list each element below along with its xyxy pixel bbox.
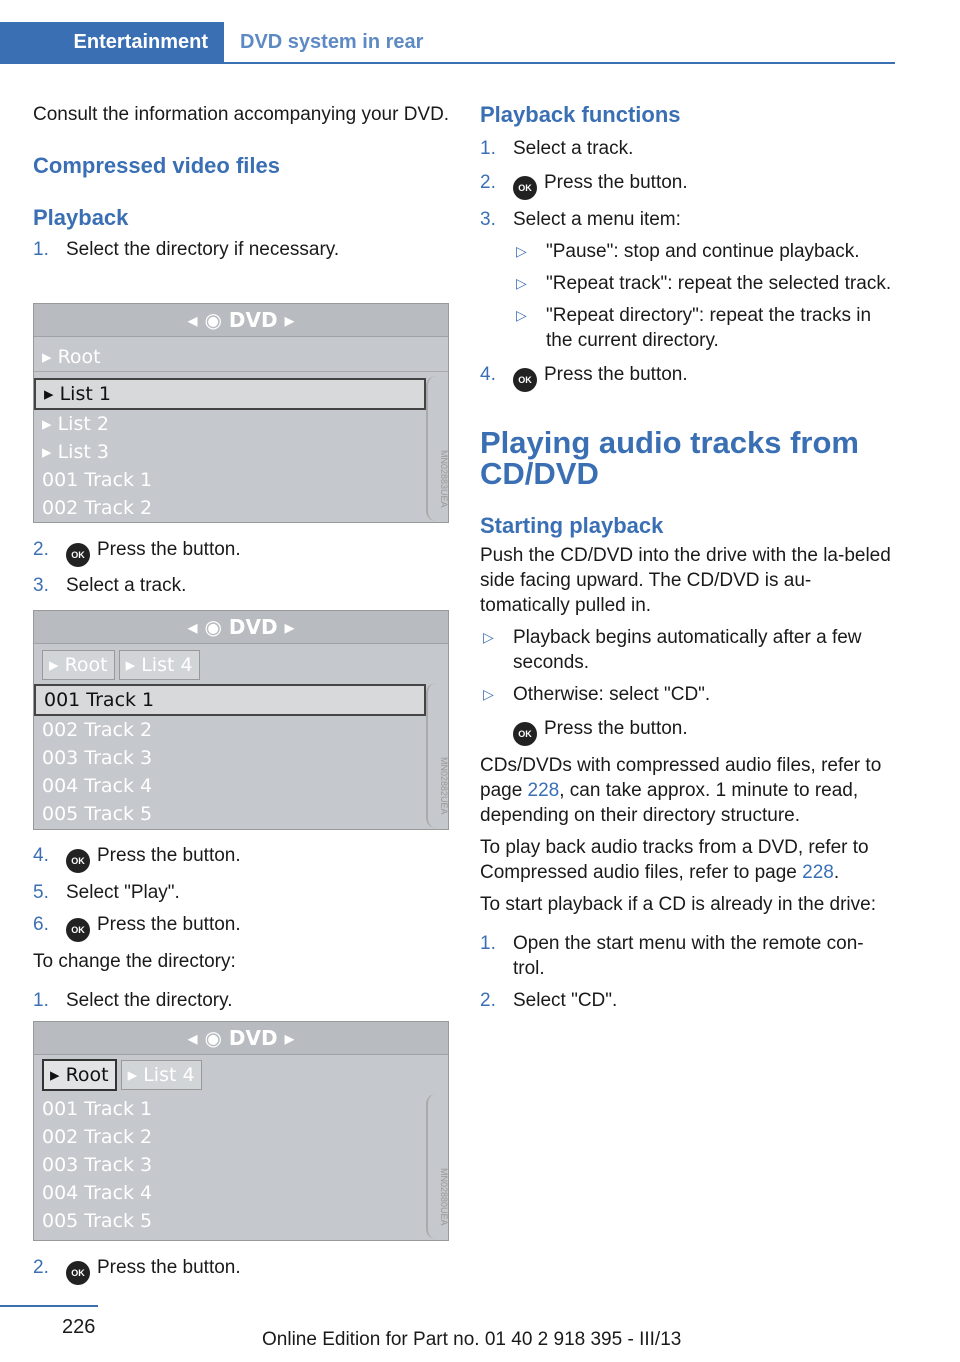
menu-row-track-3[interactable]: 003 Track 3	[42, 1154, 153, 1176]
page-number: 226	[62, 1316, 96, 1338]
bullet-triangle-icon: ▷	[516, 275, 527, 291]
change-step-2	[33, 1255, 453, 1285]
pf-step-3	[480, 207, 895, 232]
step-text: Press the button.	[97, 539, 241, 560]
ok-button-icon: OK	[66, 1261, 90, 1285]
step-1	[33, 237, 453, 262]
left-column	[33, 102, 453, 262]
bullet-repeat-directory: ▷ "Repeat directory": repeat the tracks in the current directory.	[516, 305, 872, 351]
image-code: MN02882UEA	[439, 757, 449, 815]
footer-rule	[0, 1305, 98, 1307]
bullet-triangle-icon: ▷	[483, 629, 494, 645]
step-4	[33, 843, 453, 873]
playing-audio-title: Playing audio tracks from CD/DVD	[480, 425, 859, 491]
step-text: Select "Play".	[66, 882, 180, 903]
menu-row-track-2[interactable]: 002 Track 2	[42, 497, 153, 519]
cd-step-1	[480, 931, 895, 981]
menu-row-track-2[interactable]: 002 Track 2	[42, 1126, 153, 1148]
step-number: 2.	[480, 990, 496, 1011]
dvd-title-bar: ◂ ◉ DVD ▸	[34, 611, 448, 644]
dvd-screenshot-3	[33, 1021, 449, 1241]
dvd-title-bar: ◂ ◉ DVD ▸	[34, 1022, 448, 1055]
breadcrumb-list-4[interactable]: ▸ List 4	[119, 650, 200, 680]
dvd-audio-text: To play back audio tracks from a DVD, refer to Compressed audio files, refer to page 228.	[480, 837, 869, 883]
change-directory-text: To change the directory:	[33, 951, 236, 972]
breadcrumb-root[interactable]: ▸ Root	[42, 1059, 117, 1091]
breadcrumb-list-4[interactable]: ▸ List 4	[121, 1060, 202, 1090]
right-column	[480, 102, 895, 1013]
left-steps-2-3	[33, 537, 453, 598]
menu-row-track-1[interactable]: 001 Track 1	[42, 1098, 153, 1120]
pf-step-2	[480, 170, 895, 200]
menu-row-track-5[interactable]: 005 Track 5	[42, 1210, 153, 1232]
ok-button-icon: OK	[513, 722, 537, 746]
pf-step-4	[480, 362, 895, 392]
step-number: 4.	[480, 364, 496, 385]
compressed-audio-text: CDs/DVDs with compressed audio files, refer to page 228, can take approx. 1 minute to read, depending on their directory structure.	[480, 755, 882, 826]
step-text: Press the button.	[97, 845, 241, 866]
bullet-triangle-icon: ▷	[516, 243, 527, 259]
step-5	[33, 880, 453, 905]
page-link-228[interactable]: 228	[802, 862, 834, 883]
menu-row-list-1[interactable]: ▸ List 1	[34, 378, 426, 410]
step-text: Select a track.	[66, 575, 187, 596]
step-number: 1.	[480, 138, 496, 159]
tab-dvd-system-in-rear[interactable]: DVD system in rear	[240, 31, 424, 53]
breadcrumb-root[interactable]: ▸ Root	[42, 650, 115, 680]
change-step-1	[33, 988, 453, 1013]
bullet-pause: ▷ "Pause": stop and continue playback.	[516, 241, 860, 262]
tab-entertainment[interactable]: Entertainment	[0, 22, 224, 62]
page-header	[0, 22, 895, 64]
ok-button-icon: OK	[513, 176, 537, 200]
bullet-ok-line: OK Press the button.	[480, 716, 895, 746]
ok-button-icon: OK	[513, 368, 537, 392]
section-title-compressed-video: Compressed video files	[33, 153, 280, 178]
menu-row-track-4[interactable]: 004 Track 4	[42, 775, 153, 797]
step-number: 1.	[33, 990, 49, 1011]
step-number: 1.	[33, 239, 49, 260]
step-text: Select a track.	[513, 138, 634, 159]
dvd-screenshot-1	[33, 303, 449, 523]
menu-row-track-4[interactable]: 004 Track 4	[42, 1182, 153, 1204]
image-code: MN02880UEA	[439, 1168, 449, 1226]
edition-text: Online Edition for Part no. 01 40 2 918 395 - III/13	[262, 1329, 682, 1350]
bullet-select-cd: ▷ Otherwise: select "CD".	[483, 684, 711, 705]
step-number: 1.	[480, 933, 496, 954]
step-6	[33, 912, 453, 942]
menu-item-list	[513, 239, 895, 353]
left-steps-4-6	[33, 843, 453, 1013]
bullet-repeat-track: ▷ "Repeat track": repeat the selected track.	[516, 273, 892, 294]
step-text: Press the button.	[544, 364, 688, 385]
dvd-screenshot-2	[33, 610, 449, 830]
starting-playback-title: Starting playback	[480, 513, 664, 538]
subsection-title-playback: Playback	[33, 205, 129, 230]
step-text: Press the button.	[97, 914, 241, 935]
menu-row-track-1[interactable]: 001 Track 1	[42, 469, 153, 491]
breadcrumb	[34, 650, 448, 678]
menu-row-track-3[interactable]: 003 Track 3	[42, 747, 153, 769]
step-text: Press the button.	[97, 1257, 241, 1278]
menu-row-track-5[interactable]: 005 Track 5	[42, 803, 153, 825]
ok-button-icon: OK	[66, 543, 90, 567]
menu-row-root[interactable]: ▸ Root	[34, 343, 448, 372]
step-text: Select the directory if necessary.	[66, 239, 340, 260]
playback-functions-title: Playback functions	[480, 102, 681, 127]
step-text: Select "CD".	[513, 990, 618, 1011]
dvd-title-bar: ◂ ◉ DVD ▸	[34, 304, 448, 337]
bullet-triangle-icon: ▷	[483, 686, 494, 702]
intro-text: Consult the information accompanying your DVD.	[33, 104, 450, 125]
bullet-triangle-icon: ▷	[516, 307, 527, 323]
ok-button-icon: OK	[66, 918, 90, 942]
step-number: 3.	[480, 209, 496, 230]
step-2	[33, 537, 453, 567]
step-number: 5.	[33, 882, 49, 903]
step-3	[33, 573, 453, 598]
ok-button-icon: OK	[66, 849, 90, 873]
step-number: 2.	[33, 1257, 49, 1278]
starting-playback-text: Push the CD/DVD into the drive with the la‐beled side facing upward. The CD/DVD is au‐tomatically pulled in.	[480, 545, 891, 616]
step-number: 2.	[33, 539, 49, 560]
image-code: MN02883UEA	[439, 450, 449, 508]
step-text: Press the button.	[544, 172, 688, 193]
page-link-228[interactable]: 228	[527, 780, 560, 801]
menu-row-track-2[interactable]: 002 Track 2	[42, 719, 153, 741]
left-step-final	[33, 1255, 453, 1285]
step-number: 4.	[33, 845, 49, 866]
step-text: Select the directory.	[66, 990, 233, 1011]
step-text: Open the start menu with the remote con‐trol.	[513, 933, 864, 979]
step-text: Select a menu item:	[513, 209, 681, 230]
step-number: 2.	[480, 172, 496, 193]
menu-row-list-2[interactable]: ▸ List 2	[42, 413, 109, 435]
bullet-auto-playback: ▷ Playback begins automatically after a few seconds.	[483, 627, 862, 673]
breadcrumb	[34, 1059, 448, 1087]
menu-row-list-3[interactable]: ▸ List 3	[42, 441, 109, 463]
step-number: 6.	[33, 914, 49, 935]
cd-step-2	[480, 988, 895, 1013]
pf-step-1	[480, 136, 895, 161]
step-number: 3.	[33, 575, 49, 596]
menu-row-track-1[interactable]: 001 Track 1	[34, 684, 426, 716]
start-cd-text: To start playback if a CD is already in the drive:	[480, 894, 877, 915]
